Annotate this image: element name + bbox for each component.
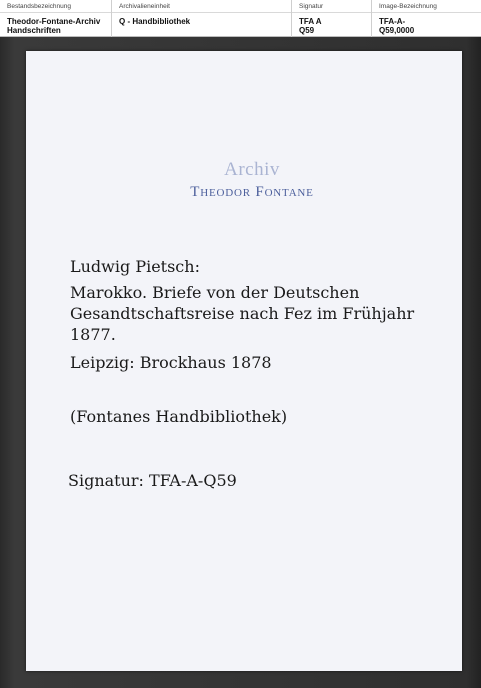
scanned-card: [26, 51, 462, 671]
metadata-header: [0, 0, 481, 37]
archive-stamp-archiv: Archiv: [224, 159, 280, 180]
signatur-line: Signatur: TFA-A-Q59: [68, 471, 237, 490]
header-value-image-bezeichnung: TFA-A- Q59,0000: [379, 17, 415, 35]
header-label-bestand: Bestandsbezeichnung: [0, 0, 111, 13]
author-line: Ludwig Pietsch:: [70, 257, 200, 276]
header-value-signatur: TFA A Q59: [299, 17, 322, 35]
collection-note: (Fontanes Handbibliothek): [70, 407, 288, 426]
title-line-1: Marokko. Briefe von der Deutschen: [70, 283, 360, 302]
header-value-archivalieneinheit: Q - Handbibliothek: [119, 17, 191, 26]
archive-stamp-name: Theodor Fontane: [190, 184, 314, 200]
header-cell-image-bezeichnung: [372, 0, 481, 37]
header-label-archivalieneinheit: Archivalieneinheit: [112, 0, 291, 13]
header-cell-bestand: [0, 0, 112, 37]
header-cell-archivalieneinheit: [112, 0, 292, 37]
header-label-signatur: Signatur: [292, 0, 371, 13]
scan-background: [0, 37, 481, 688]
title-line-3: 1877.: [70, 325, 116, 344]
header-cell-signatur: [292, 0, 372, 37]
title-line-2: Gesandtschaftsreise nach Fez im Frühjahr: [70, 304, 415, 323]
header-label-image-bezeichnung: Image-Bezeichnung: [372, 0, 481, 13]
header-value-bestand: Theodor-Fontane-Archiv Handschriften: [7, 17, 101, 35]
publisher-line: Leipzig: Brockhaus 1878: [70, 353, 272, 372]
